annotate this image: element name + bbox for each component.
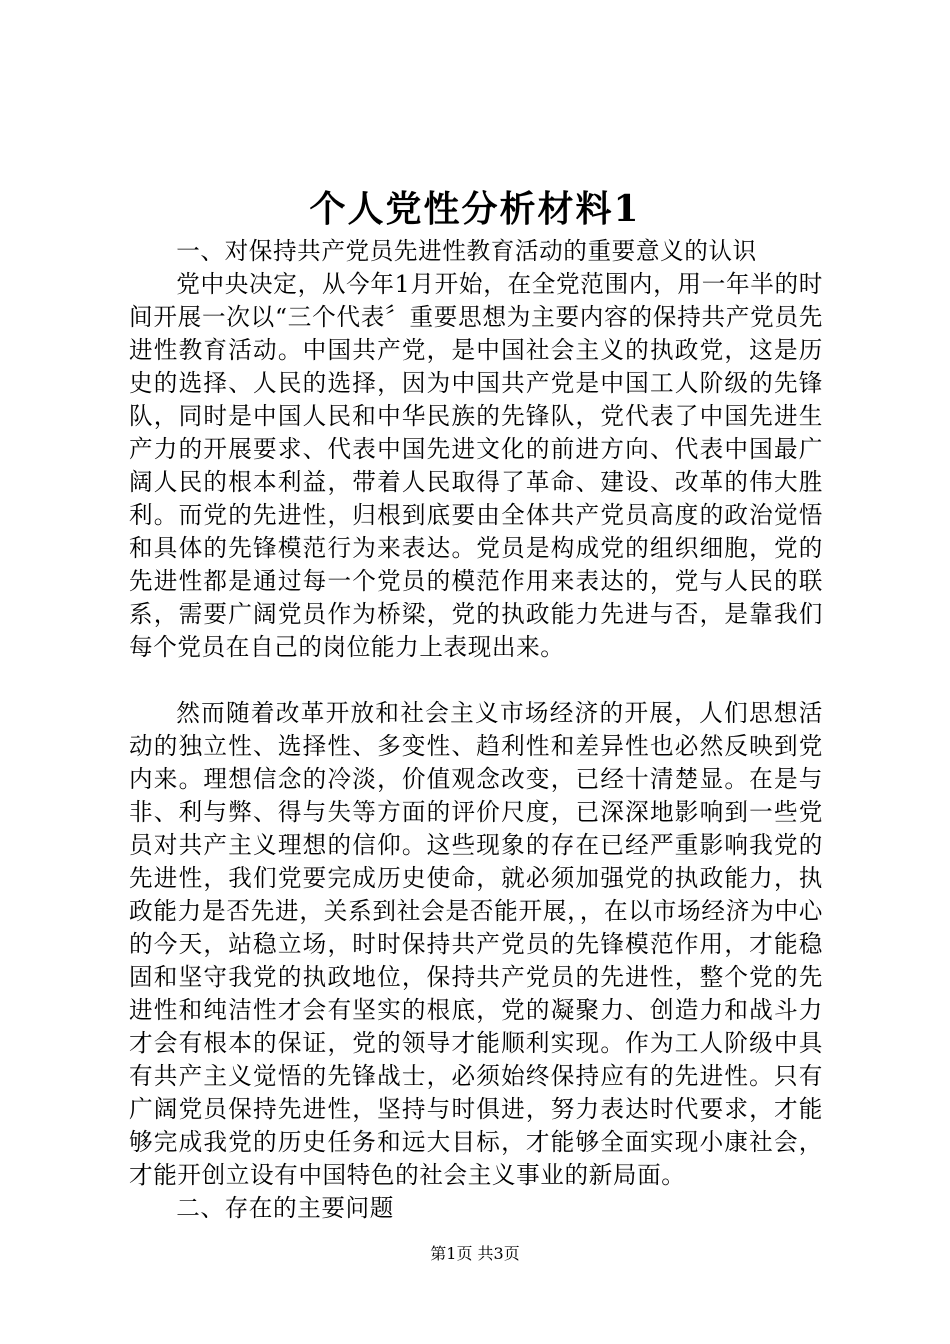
page-footer: 第1页 共3页 (430, 1244, 520, 1263)
paragraph-1: 党中央决定，从今年1月开始，在全党范围内，用一年半的时间开展一次以“三个代表〞重要思想为主要内容的保持共产党员先进性教育活动。中国共产党，是中国社会主义的执政党，这是历史的选择、人民的选择，因为中国共产党是中国工人阶级的先锋队，同时是中国人民和中华民族的先锋队，党代表了中国先进生产力的开展要求、代表中国先进文化的前进方向、代表中国最广阔人民的根本利益，带着人民取得了革命、建设、改革的伟大胜利。而党的先进性，归根到底要由全体共产党员高度的政治觉悟和具体的先锋模范行为来表达。党员是构成党的组织细胞，党的先进性都是通过每一个党员的模范作用来表达的，党与人民的联系，需要广阔党员作为桥梁，党的执政能力先进与否，是靠我们每个党员在自己的岗位能力上表现出来。 (129, 270, 823, 661)
section-heading-2: 二、存在的主要问题 (176, 1194, 394, 1222)
paragraph-2: 然而随着改革开放和社会主义市场经济的开展，人们思想活动的独立性、选择性、多变性、趋利性和差异性也必然反映到党内来。理想信念的冷淡，价值观念改变，已经十清楚显。在是与非、利与弊、得与失等方面的评价尺度，已深深地影响到一些党员对共产主义理想的信仰。这些现象的存在已经严重影响我党的先进性，我们党要完成历史使命，就必须加强党的执政能力，执政能力是否先进，关系到社会是否能开展，，在以市场经济为中心的今天，站稳立场，时时保持共产党员的先锋模范作用，才能稳固和坚守我党的执政地位，保持共产党员的先进性，整个党的先进性和纯洁性才会有坚实的根底，党的凝聚力、创造力和战斗力才会有根本的保证，党的领导才能顺利实现。作为工人阶级中具有共产主义觉悟的先锋战士，必须始终保持应有的先进性。只有广阔党员保持先进性，坚持与时俱进，努力表达时代要求，才能够完成我党的历史任务和远大目标，才能够全面实现小康社会，才能开创立设有中国特色的社会主义事业的新局面。 (129, 699, 823, 1189)
document-title: 个人党性分析材料1 (309, 188, 641, 230)
document-body (129, 235, 823, 1225)
section-heading-1: 一、对保持共产党员先进性教育活动的重要意义的认识 (176, 237, 757, 265)
